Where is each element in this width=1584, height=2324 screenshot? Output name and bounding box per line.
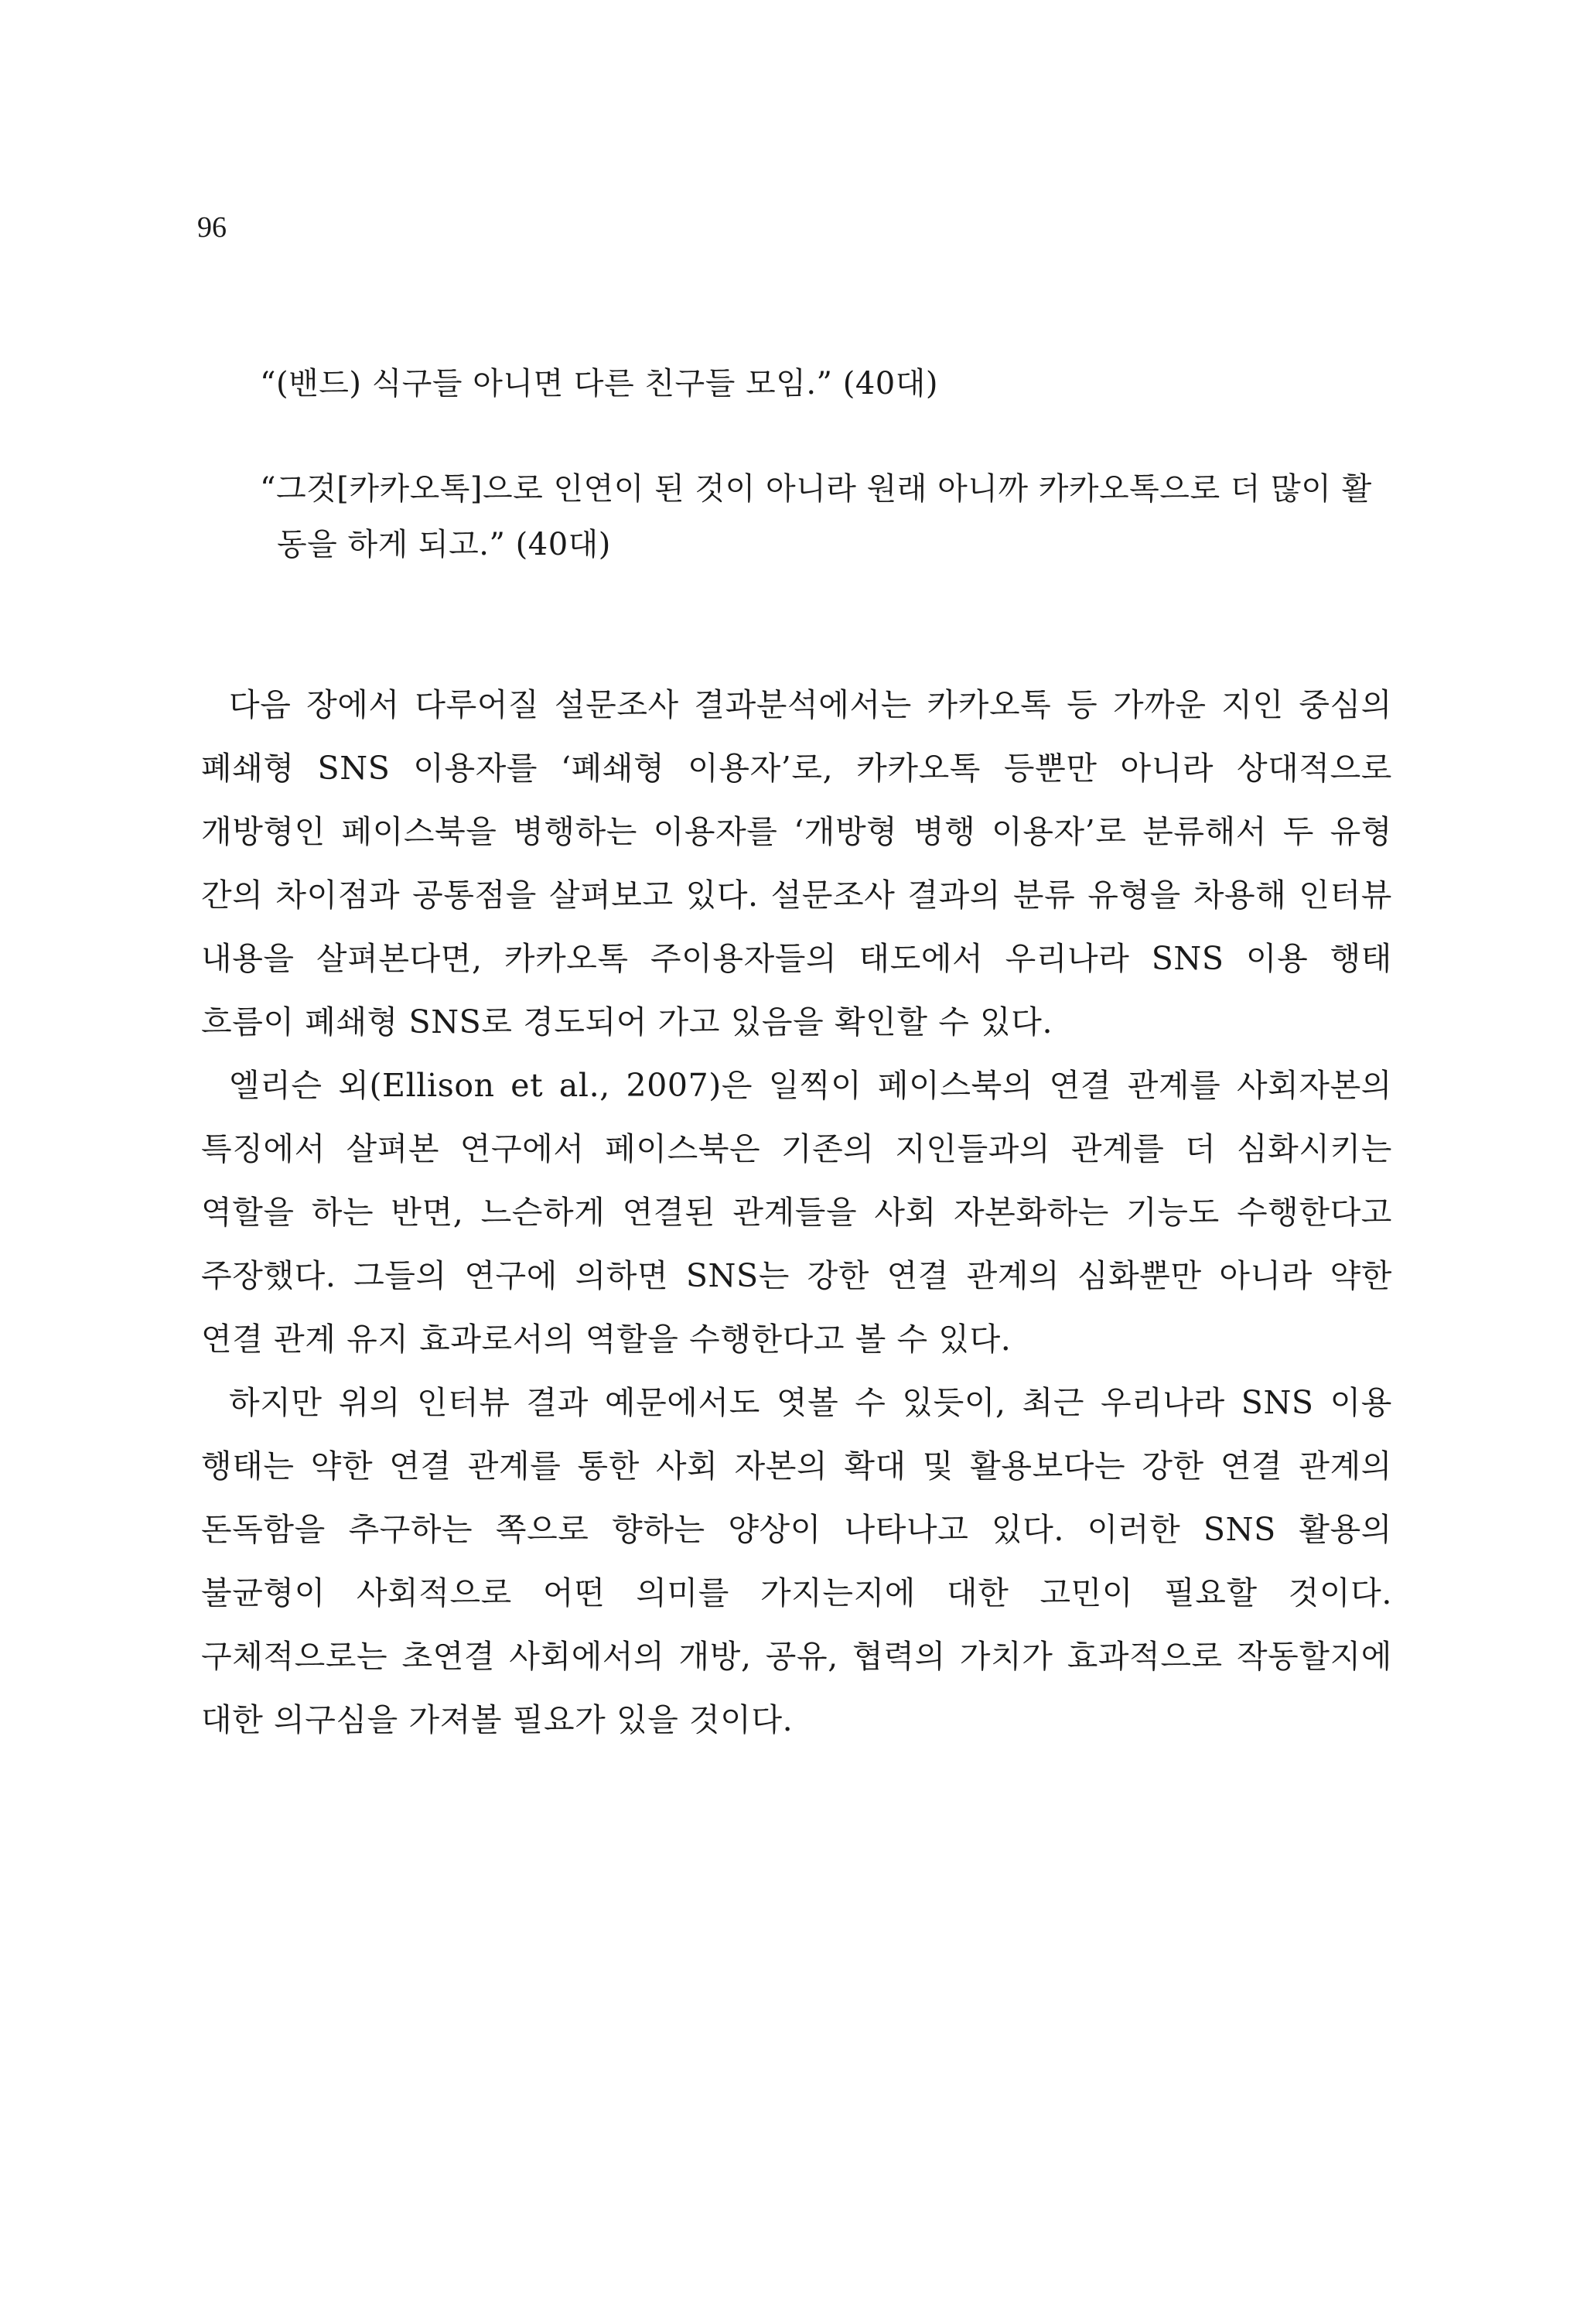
paragraph-2: 엘리슨 외(Ellison et al., 2007)은 일찍이 페이스북의 연결 관계를 사회자본의 특징에서 살펴본 연구에서 페이스북은 기존의 지인들과의 관계를 더 심화시키는 역할을 하는 반면, 느슨하게 연결된 관계들을 사회 자본화하는 기능도 수행한다고 주장했다. 그들의 연구에 의하면 SNS는 강한 연결 관계의 심화뿐만 아니라 약한 연결 관계 유지 효과로서의 역할을 수행한다고 볼 수 있다. xyxy=(201,1067,1392,1358)
page-number: 96 xyxy=(197,211,227,244)
interview-quote-text: “그것[카카오톡]으로 인연이 된 것이 아니라 원래 아니까 카카오톡으로 더 많이 활동을 하게 되고.” (40대) xyxy=(260,471,1372,562)
interview-quote-2 xyxy=(260,461,1397,572)
paragraph-1: 다음 장에서 다루어질 설문조사 결과분석에서는 카카오톡 등 가까운 지인 중심의 폐쇄형 SNS 이용자를 ‘폐쇄형 이용자’로, 카카오톡 등뿐만 아니라 상대적으로 개방형인 페이스북을 병행하는 이용자를 ‘개방형 병행 이용자’로 분류해서 두 유형 간의 차이점과 공통점을 살펴보고 있다. 설문조사 결과의 분류 유형을 차용해 인터뷰 내용을 살펴본다면, 카카오톡 주이용자들의 태도에서 우리나라 SNS 이용 행태 흐름이 폐쇄형 SNS로 경도되어 가고 있음을 확인할 수 있다. xyxy=(201,686,1392,1041)
body-text xyxy=(201,673,1392,1752)
interview-quote-1 xyxy=(260,356,1397,412)
interview-quote-text: “(밴드) 식구들 아니면 다른 친구들 모임.” (40대) xyxy=(260,366,938,402)
paragraph-3: 하지만 위의 인터뷰 결과 예문에서도 엿볼 수 있듯이, 최근 우리나라 SNS 이용 행태는 약한 연결 관계를 통한 사회 자본의 확대 및 활용보다는 강한 연결 관계의 돈독함을 추구하는 쪽으로 향하는 양상이 나타나고 있다. 이러한 SNS 활용의 불균형이 사회적으로 어떤 의미를 가지는지에 대한 고민이 필요할 것이다. 구체적으로는 초연결 사회에서의 개방, 공유, 협력의 가치가 효과적으로 작동할지에 대한 의구심을 가져볼 필요가 있을 것이다. xyxy=(201,1384,1392,1738)
